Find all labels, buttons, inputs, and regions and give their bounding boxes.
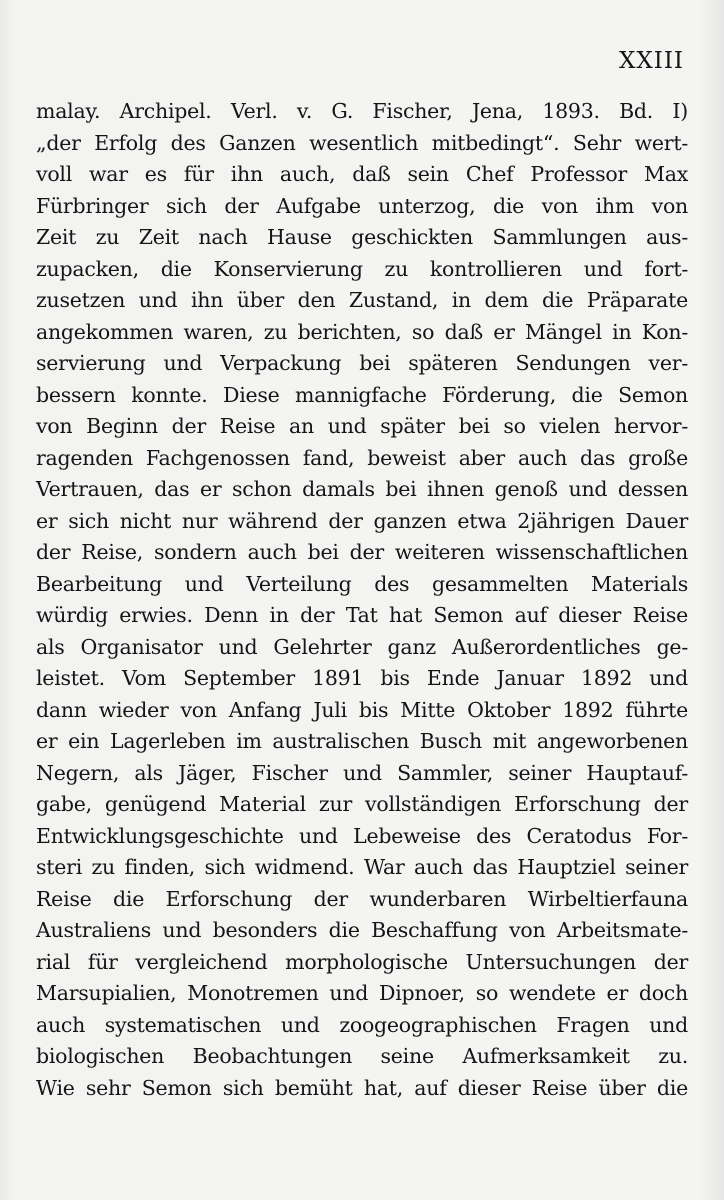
text-line: als Organisator und Gelehrter ganz Außerordentliches ge- xyxy=(36,634,688,659)
text-line: Vertrauen, das er schon damals bei ihnen genoß und dessen xyxy=(36,477,688,501)
text-line: er ein Lagerleben im australischen Busch mit angeworbenen xyxy=(36,729,688,753)
text-line: Bearbeitung und Verteilung des gesammelten Materials xyxy=(36,571,688,596)
text-line: von Beginn der Reise an und später bei so vielen hervor- xyxy=(36,414,688,438)
text-line: Marsupialien, Monotremen und Dipnoer, so wendete er doch xyxy=(36,981,688,1005)
text-line: Fürbringer sich der Aufgabe unterzog, die von ihm von xyxy=(36,193,688,218)
text-line: leistet. Vom September 1891 bis Ende Januar 1892 und xyxy=(36,666,688,690)
text-line: malay. Archipel. Verl. v. G. Fischer, Jena, 1893. Bd. I) xyxy=(36,99,688,123)
text-line: rial für vergleichend morphologische Untersuchungen der xyxy=(36,949,688,974)
text-line: dann wieder von Anfang Juli bis Mitte Oktober 1892 führte xyxy=(36,697,688,722)
text-line: angekommen waren, zu berichten, so daß er Mängel in Kon- xyxy=(36,319,688,344)
text-line: Entwicklungsgeschichte und Lebeweise des Ceratodus For- xyxy=(36,823,688,848)
text-line: Wie sehr Semon sich bemüht hat, auf dieser Reise über die xyxy=(36,1075,688,1100)
text-line: zusetzen und ihn über den Zustand, in dem die Präparate xyxy=(36,288,688,312)
text-line: bessern konnte. Diese mannigfache Förderung, die Semon xyxy=(36,382,688,407)
text-line: ragenden Fachgenossen fand, beweist aber auch das große xyxy=(36,445,688,470)
text-line: servierung und Verpackung bei späteren Sendungen ver- xyxy=(36,351,688,375)
text-line: der Reise, sondern auch bei der weiteren wissenschaftlichen xyxy=(36,540,688,564)
text-line: biologischen Beobachtungen seine Aufmerksamkeit zu. xyxy=(36,1044,688,1068)
text-line: zupacken, die Konservierung zu kontrollieren und fort- xyxy=(36,256,688,281)
text-line: Zeit zu Zeit nach Hause geschickten Sammlungen aus- xyxy=(36,225,688,249)
text-line: „der Erfolg des Ganzen wesentlich mitbedingt“. Sehr wert- xyxy=(36,130,688,155)
text-line: er sich nicht nur während der ganzen etwa 2jährigen Dauer xyxy=(36,508,688,533)
body-text xyxy=(36,96,688,1104)
text-line: gabe, genügend Material zur vollständigen Erforschung der xyxy=(36,792,688,816)
text-line: steri zu finden, sich widmend. War auch das Hauptziel seiner xyxy=(36,855,688,879)
text-line: würdig erwies. Denn in der Tat hat Semon auf dieser Reise xyxy=(36,603,688,627)
text-line: Reise die Erforschung der wunderbaren Wirbeltierfauna xyxy=(36,886,688,911)
text-line: Australiens und besonders die Beschaffung von Arbeitsmate- xyxy=(36,918,688,942)
page-number: XXIII xyxy=(618,48,684,74)
text-line: Negern, als Jäger, Fischer und Sammler, seiner Hauptauf- xyxy=(36,760,688,785)
text-line: voll war es für ihn auch, daß sein Chef Professor Max xyxy=(36,162,688,186)
text-line: auch systematischen und zoogeographischen Fragen und xyxy=(36,1012,688,1037)
